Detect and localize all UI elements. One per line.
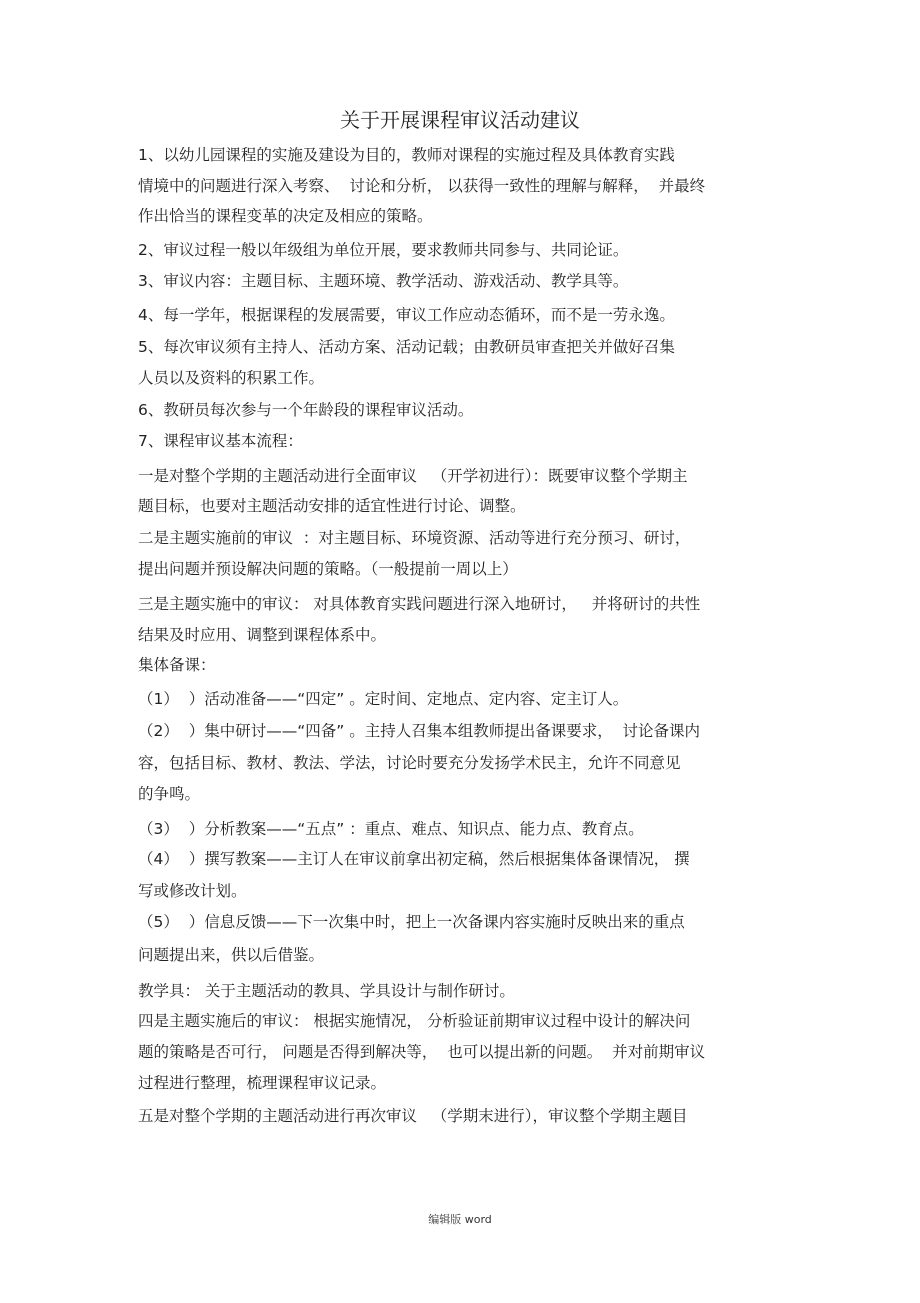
paragraph-line: 结果及时应用、调整到课程体系中。: [138, 626, 387, 644]
paragraph-line: 作出恰当的课程变革的决定及相应的策略。: [138, 207, 433, 225]
paragraph-line: 容，包括目标、教材、教法、学法，讨论时要充分发扬学术民主，允许不同意见: [138, 754, 681, 772]
paragraph-line: 提出问题并预设解决问题的策略。（一般提前一周以上）: [138, 560, 518, 578]
paragraph-line: 集体备课：: [138, 656, 216, 674]
paragraph-line: （5） ）信息反馈——下一次集中时，把上一次备课内容实施时反映出来的重点: [138, 913, 685, 931]
document-title: 关于开展课程审议活动建议: [340, 108, 580, 132]
paragraph-line: （2） ）集中研讨——“四备” 。主持人召集本组教师提出备课要求， 讨论备课内: [138, 722, 701, 740]
paragraph-line: （3） ）分析教案——“五点” ：重点、难点、知识点、能力点、教育点。: [138, 820, 644, 838]
paragraph-line: 一是对整个学期的主题活动进行全面审议 （开学初进行）：既要审议整个学期主: [138, 467, 688, 485]
paragraph-line: （1） ）活动准备——“四定” 。定时间、定地点、定内容、定主订人。: [138, 690, 629, 708]
paragraph-line: 的争鸣。: [138, 785, 201, 803]
paragraph-line: 1、以幼儿园课程的实施及建设为目的，教师对课程的实施过程及具体教育实践: [138, 146, 675, 164]
paragraph-line: 五是对整个学期的主题活动进行再次审议 （学期末进行），审议整个学期主题目: [138, 1107, 688, 1125]
paragraph-line: 教学具： 关于主题活动的教具、学具设计与制作研讨。: [138, 982, 515, 1000]
paragraph-line: 过程进行整理，梳理课程审议记录。: [138, 1074, 387, 1092]
paragraph-line: 问题提出来，供以后借鉴。: [138, 946, 325, 964]
paragraph-line: 4、每一学年，根据课程的发展需要，审议工作应动态循环，而不是一劳永逸。: [138, 306, 675, 324]
paragraph-line: 2、审议过程一般以年级组为单位开展，要求教师共同参与、共同论证。: [138, 241, 629, 259]
paragraph-line: 5、每次审议须有主持人、活动方案、活动记载；由教研员审查把关并做好召集: [138, 338, 675, 356]
paragraph-line: 情境中的问题进行深入考察、 讨论和分析， 以获得一致性的理解与解释， 并最终: [138, 177, 706, 195]
paragraph-line: 二是主题实施前的审议 ：对主题目标、环境资源、活动等进行充分预习、研讨，: [138, 529, 691, 547]
page-footer: 编辑版 word: [428, 1213, 492, 1226]
paragraph-line: 题目标，也要对主题活动安排的适宜性进行讨论、调整。: [138, 497, 526, 515]
paragraph-line: 7、课程审议基本流程：: [138, 432, 303, 450]
paragraph-line: 3、审议内容：主题目标、主题环境、教学活动、游戏活动、教学具等。: [138, 272, 629, 290]
paragraph-line: （4） ）撰写教案——主订人在审议前拿出初定稿，然后根据集体备课情况， 撰: [138, 850, 690, 868]
paragraph-line: 四是主题实施后的审议： 根据实施情况， 分析验证前期审议过程中设计的解决问: [138, 1012, 691, 1030]
paragraph-line: 三是主题实施中的审议： 对具体教育实践问题进行深入地研讨， 并将研讨的共性: [138, 595, 701, 613]
paragraph-line: 人员以及资料的积累工作。: [138, 369, 325, 387]
paragraph-line: 写或修改计划。: [138, 882, 247, 900]
paragraph-line: 6、教研员每次参与一个年龄段的课程审议活动。: [138, 401, 474, 419]
paragraph-line: 题的策略是否可行， 问题是否得到解决等， 也可以提出新的问题。 并对前期审议: [138, 1043, 706, 1061]
